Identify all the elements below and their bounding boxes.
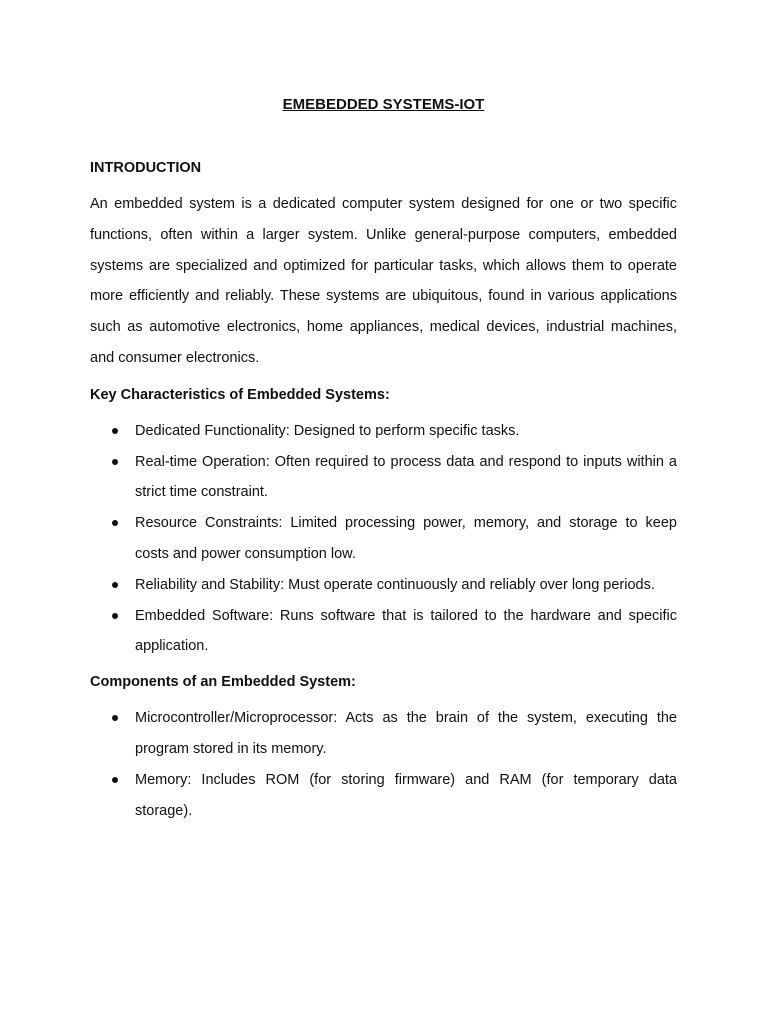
list-item-text: Reliability and Stability: Must operate continuously and reliably over long periods.: [135, 576, 655, 593]
list-item-text: Memory: Includes ROM (for storing firmware) and RAM (for temporary data storage).: [135, 771, 677, 819]
list-item: [90, 570, 677, 601]
components-heading: Components of an Embedded System:: [90, 674, 356, 691]
document-title: EMEBEDDED SYSTEMS-IOT: [282, 96, 485, 113]
bullet-icon: [112, 459, 118, 465]
bullet-icon: [112, 520, 118, 526]
bullet-icon: [112, 613, 118, 619]
list-item-text: Embedded Software: Runs software that is tailored to the hardware and specific application.: [135, 607, 677, 655]
bullet-icon: [112, 715, 118, 721]
list-item-text: Dedicated Functionality: Designed to perform specific tasks.: [135, 422, 520, 439]
components-list: [90, 703, 677, 826]
bullet-icon: [112, 582, 118, 588]
list-item: [90, 703, 677, 765]
list-item: [90, 601, 677, 663]
list-item-text: Real-time Operation: Often required to process data and respond to inputs within a strict time constraint.: [135, 453, 677, 501]
list-item: [90, 416, 677, 447]
bullet-icon: [112, 777, 118, 783]
list-item: [90, 765, 677, 827]
document-body: [90, 94, 677, 826]
key-characteristics-heading: Key Characteristics of Embedded Systems:: [90, 386, 390, 403]
introduction-heading: INTRODUCTION: [90, 160, 202, 176]
introduction-paragraph: An embedded system is a dedicated computer system designed for one or two specific functions, often within a larger system. Unlike general-purpose computers, embedded systems are specialized and optimized for particular tasks, which allows them to operate more efficiently and reliably. These systems are ubiquitous, found in various applications such as automotive electronics, home appliances, medical devices, industrial machines, and consumer electronics.: [90, 196, 677, 366]
list-item: [90, 508, 677, 570]
list-item: [90, 447, 677, 509]
key-characteristics-list: [90, 416, 677, 662]
list-item-text: Microcontroller/Microprocessor: Acts as the brain of the system, executing the program stored in its memory.: [135, 710, 677, 757]
list-item-text: Resource Constraints: Limited processing power, memory, and storage to keep costs and power consumption low.: [135, 515, 677, 562]
bullet-icon: [112, 428, 118, 434]
